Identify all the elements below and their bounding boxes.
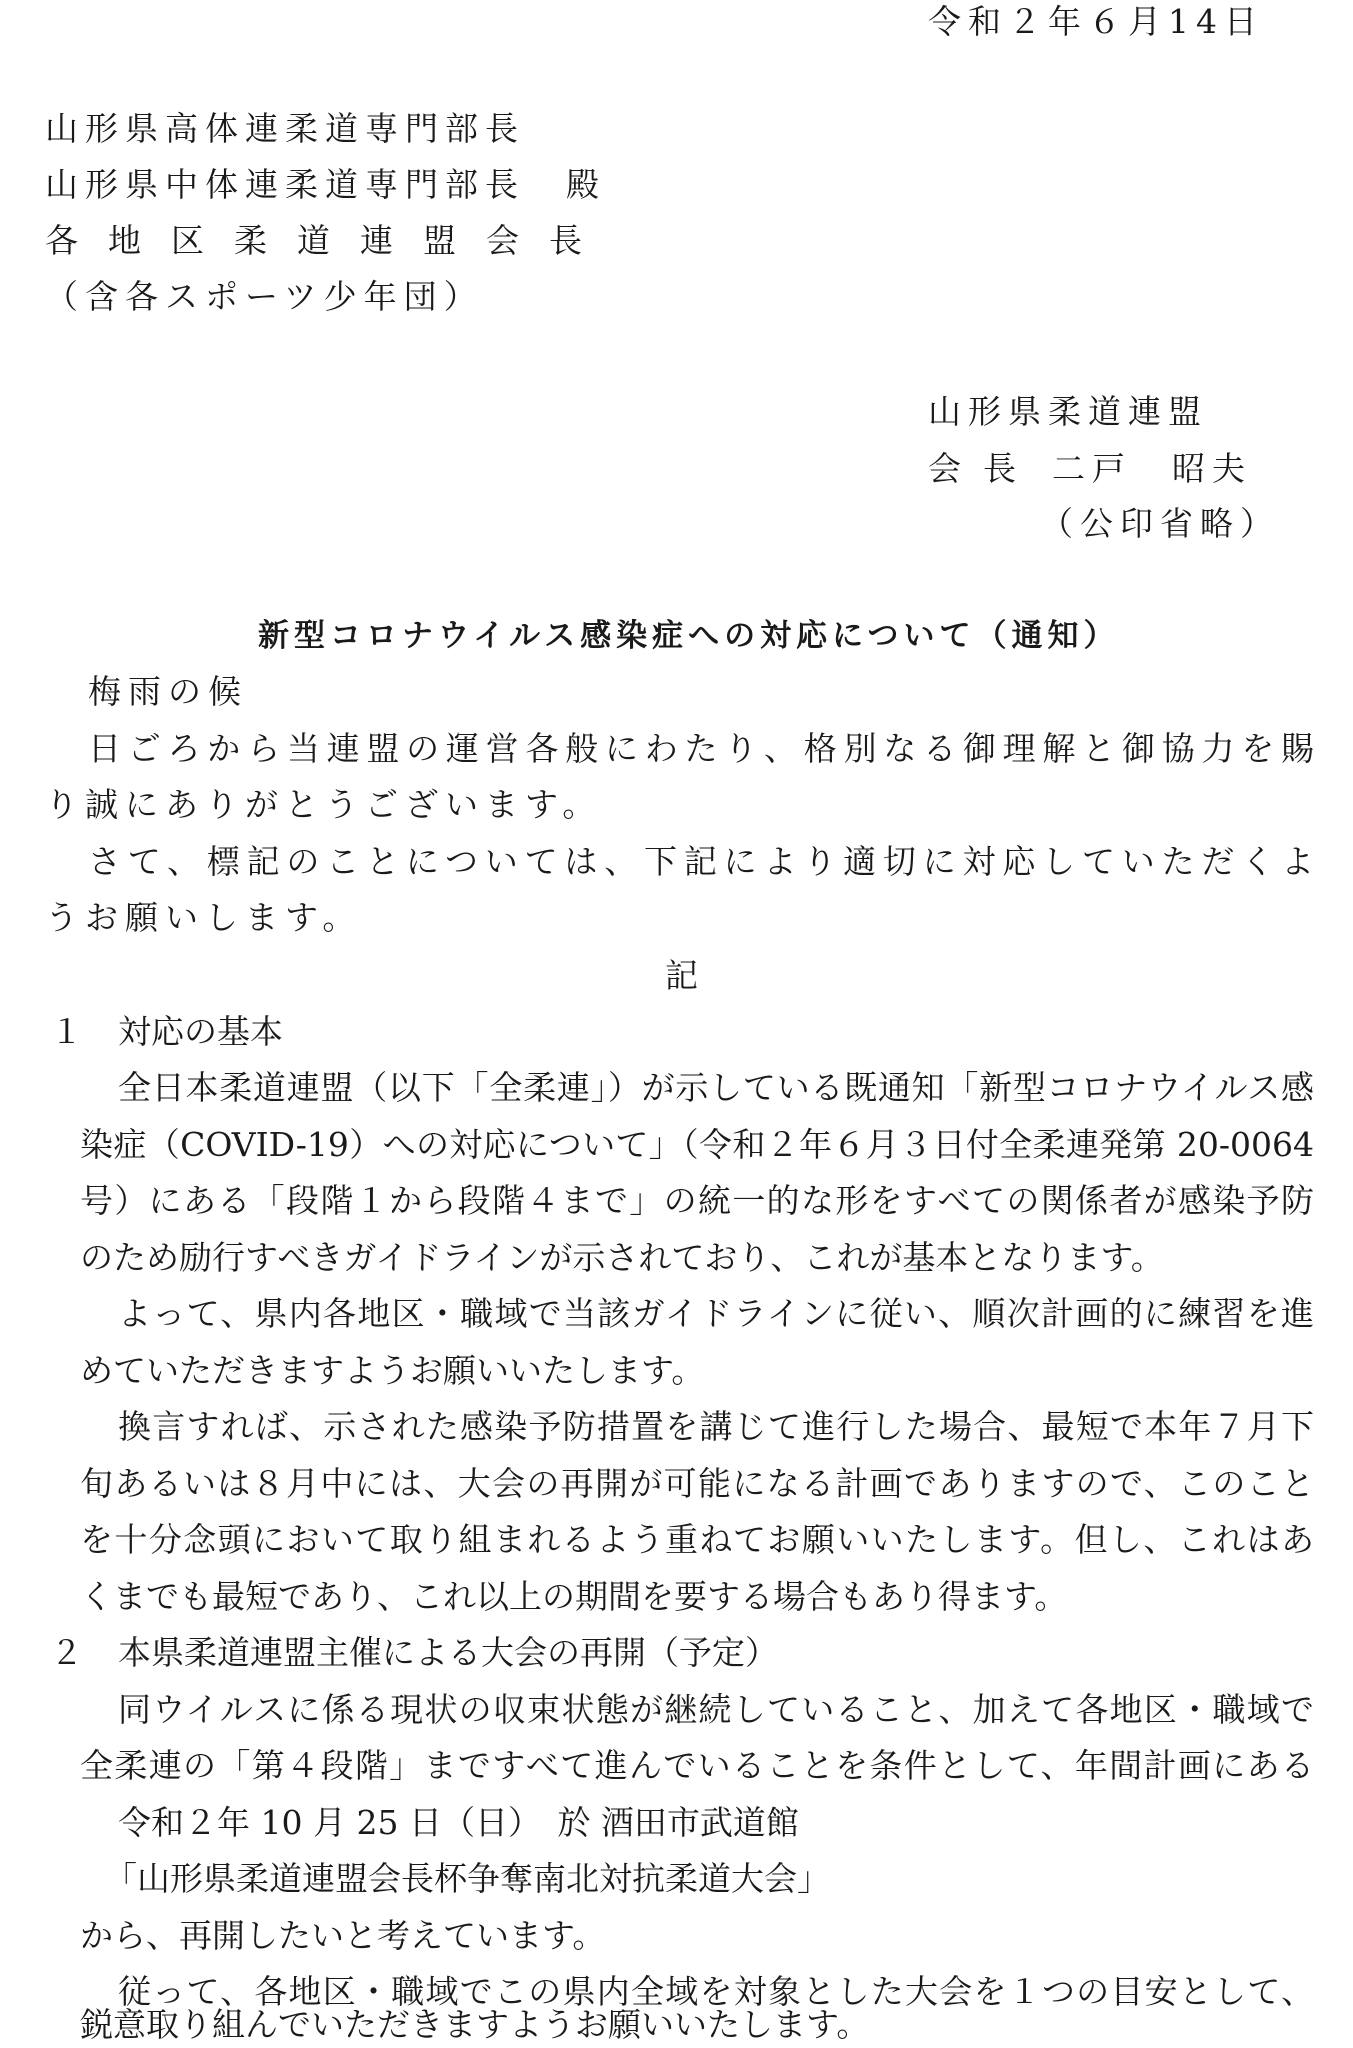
- recipient-line: 山形県中体連柔道専門部長: [45, 165, 525, 204]
- section-number: １: [50, 1012, 83, 1051]
- section-body-line: 鋭意取り組んでいただきますようお願いいたします。: [80, 2005, 870, 2044]
- document-title: 新型コロナウイルス感染症への対応について（通知）: [258, 618, 1120, 654]
- section-body-line: 号）にある「段階１から段階４まで」の統一的な形をすべての関係者が感染予防: [80, 1181, 1314, 1220]
- section-body-line: のため励行すべきガイドラインが示されており、これが基本となります。: [80, 1238, 1164, 1277]
- sender-role: 会長: [928, 449, 1038, 488]
- section-heading: 本県柔道連盟主催による大会の再開（予定）: [118, 1633, 778, 1672]
- section-body-line: から、再開したいと考えています。: [80, 1916, 606, 1955]
- section-heading: 対応の基本: [118, 1012, 283, 1051]
- section-body-line: めていただきますようお願いいたします。: [80, 1351, 705, 1390]
- section-body-line: を十分念頭において取り組まれるよう重ねてお願いいたします。但し、これはあ: [80, 1520, 1314, 1559]
- section-body-line: 同ウイルスに係る現状の収束状態が継続していること、加えて各地区・職域で: [118, 1690, 1314, 1729]
- event-name: 「山形県柔道連盟会長杯争奪南北対抗柔道大会」: [104, 1859, 830, 1898]
- honorific: 殿: [566, 165, 599, 204]
- recipient-line: 山形県高体連柔道専門部長: [45, 109, 525, 148]
- section-body-line: 旬あるいは８月中には、大会の再開が可能になる計画でありますので、このこと: [80, 1464, 1314, 1503]
- seal-note: （公印省略）: [1040, 504, 1280, 543]
- recipient-line: 各地区柔道連盟会長: [45, 221, 612, 260]
- seasonal-greeting: 梅雨の候: [88, 672, 248, 711]
- section-body-line: 全柔連の「第４段階」まですべて進んでいることを条件として、年間計画にある: [80, 1746, 1314, 1785]
- issue-date: 令和２年６月14日: [928, 2, 1264, 41]
- section-body-line: 換言すれば、示された感染予防措置を講じて進行した場合、最短で本年７月下: [118, 1407, 1314, 1446]
- intro-paragraph-line: さて、標記のことについては、下記により適切に対応していただくよ: [88, 842, 1314, 881]
- event-date-venue: 令和２年 10 月 25 日（日） 於 酒田市武道館: [118, 1803, 799, 1842]
- ki-heading: 記: [665, 956, 698, 995]
- section-body-line: 全日本柔道連盟（以下「全柔連」）が示している既通知「新型コロナウイルス感: [118, 1068, 1314, 1107]
- intro-paragraph-line: り誠にありがとうございます。: [45, 785, 603, 824]
- intro-paragraph-line: 日ごろから当連盟の運営各般にわたり、格別なる御理解と御協力を賜: [88, 729, 1314, 768]
- section-body-line: 染症（COVID-19）への対応について」（令和２年６月３日付全柔連発第 20-0064: [80, 1125, 1314, 1164]
- sender-name: 二戸 昭夫: [1052, 449, 1252, 488]
- section-body-line: よって、県内各地区・職域で当該ガイドラインに従い、順次計画的に練習を進: [118, 1294, 1314, 1333]
- sender-organization: 山形県柔道連盟: [928, 392, 1208, 431]
- section-body-line: くまでも最短であり、これ以上の期間を要する場合もあり得ます。: [80, 1577, 1068, 1616]
- recipient-line: （含各スポーツ少年団）: [45, 277, 484, 316]
- section-body-line: 従って、各地区・職域でこの県内全域を対象とした大会を１つの目安として、: [118, 1972, 1314, 2011]
- intro-paragraph-line: うお願いします。: [45, 898, 363, 937]
- section-number: ２: [50, 1633, 83, 1672]
